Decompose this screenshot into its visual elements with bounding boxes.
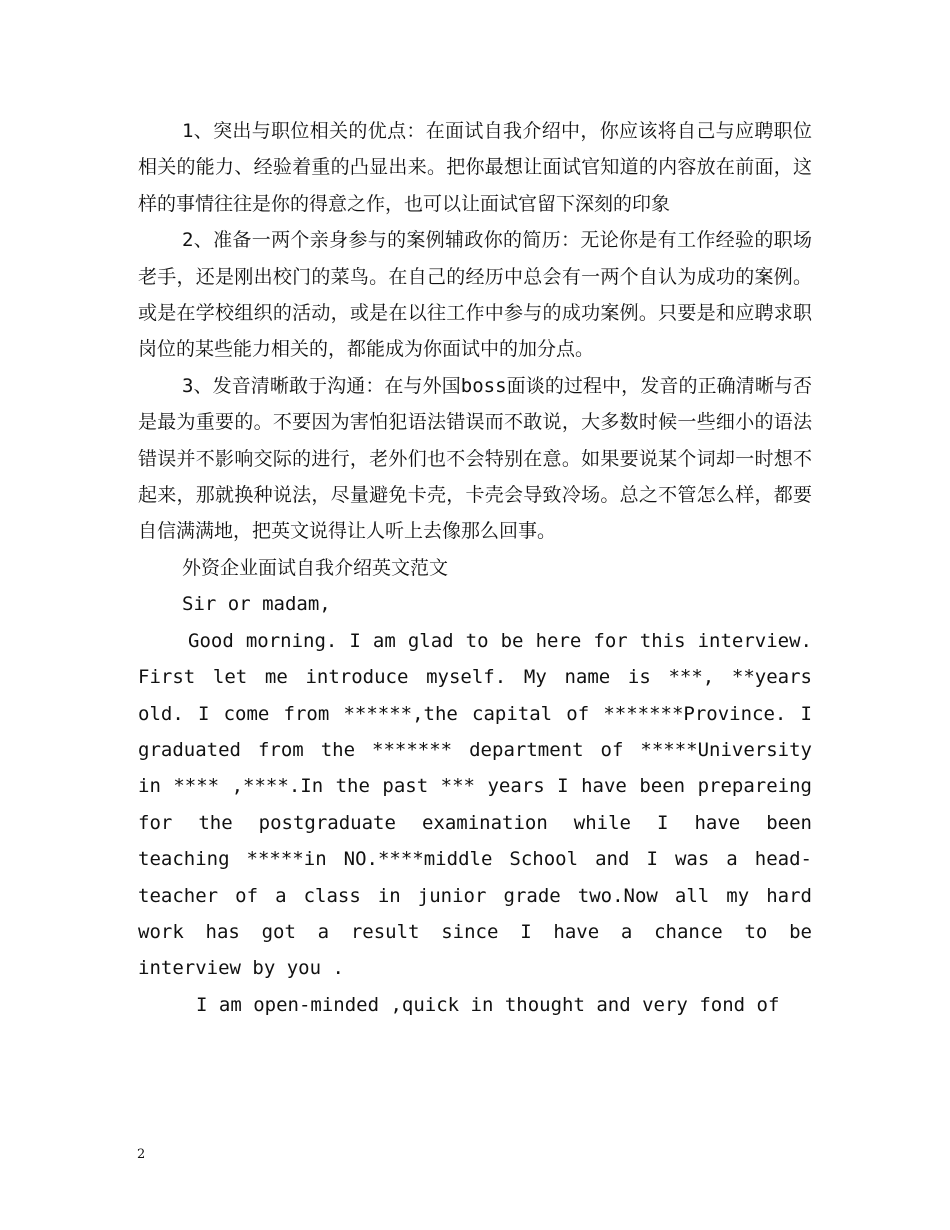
paragraph-tip-1: 1、突出与职位相关的优点：在面试自我介绍中，你应该将自己与应聘职位相关的能力、经验着重的凸显出来。把你最想让面试官知道的内容放在前面，这样的事情往往是你的得意之作，也可以让面试官留下深刻的印象 (138, 120, 812, 215)
paragraph-tip-2: 2、准备一两个亲身参与的案例辅政你的简历：无论你是有工作经验的职场老手，还是刚出校门的菜鸟。在自己的经历中总会有一两个自认为成功的案例。或是在学校组织的活动，或是在以往工作中参与的成功案例。只要是和应聘求职岗位的某些能力相关的，都能成为你面试中的加分点。 (138, 229, 812, 361)
document-body (138, 113, 812, 1023)
section-heading: 外资企业面试自我介绍英文范文 (182, 556, 449, 579)
paragraph-tip-3: 3、发音清晰敢于沟通：在与外国boss面谈的过程中，发音的正确清晰与否是最为重要的。不要因为害怕犯语法错误而不敢说，大多数时候一些细小的语法错误并不影响交际的进行，老外们也不会特别在意。如果要说某个词却一时想不起来，那就换种说法，尽量避免卡壳，卡壳会导致冷场。总之不管怎么样，都要自信满满地，把英文说得让人听上去像那么回事。 (138, 374, 812, 543)
paragraph-english-continued: I am open-minded ,quick in thought and very fond of (196, 993, 780, 1016)
salutation: Sir or madam, (182, 593, 331, 616)
page-number: 2 (137, 1147, 146, 1162)
paragraph-english-intro: Good morning. I am glad to be here for this interview. First let me introduce myself. My name is ***, **years old. I come from ******,the capital of *******Province. I graduated from the ******* department of *****University in **** ,****.In the past *** years I have been prepareing for the postgraduate examination while I have been teaching *****in NO.****middle School and I was a head-teacher of a class in junior grade two.Now all my hard work has got a result since I have a chance to be interview by you . (138, 629, 812, 980)
